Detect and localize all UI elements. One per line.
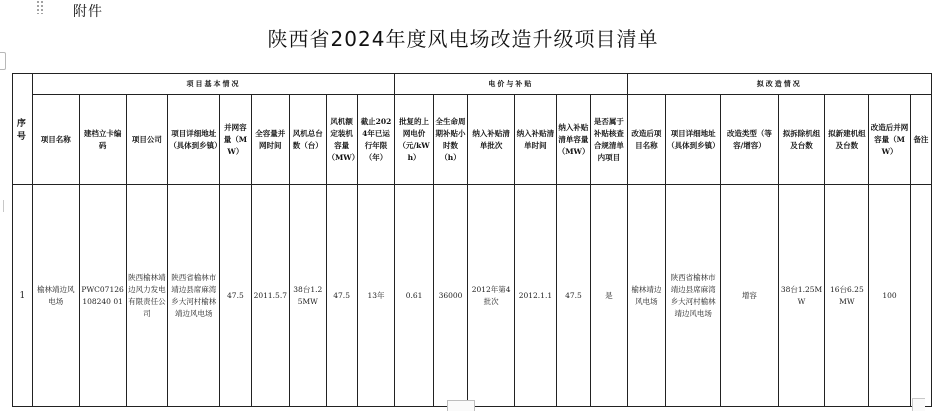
column-header: 项目详细地址（具体到乡镇） <box>168 95 220 185</box>
column-header: 全生命周期补贴小时数（h） <box>433 95 467 185</box>
table-row <box>13 185 932 407</box>
column-header: 是否属于补贴核查合规清单内项目 <box>591 95 627 185</box>
resize-corner <box>912 398 925 411</box>
column-header: 纳入补贴清单容量（MW） <box>556 95 590 185</box>
table-cell: 47.5 <box>220 185 251 407</box>
document-title: 陕西省2024年度风电场改造升级项目清单 <box>267 27 659 51</box>
column-header: 改造后项目名称 <box>627 95 666 185</box>
table-cell: 36000 <box>433 185 467 407</box>
table-cell: 增容 <box>721 185 778 407</box>
table-cell: 38台1.25MW <box>290 185 326 407</box>
seq-header: 序号 <box>13 74 33 185</box>
table-cell: 13年 <box>357 185 395 407</box>
column-header: 备注 <box>910 95 931 185</box>
table-cell: 16台6.25MW <box>825 185 869 407</box>
table-cell: 2012年第4批次 <box>468 185 515 407</box>
row-seq: 1 <box>13 185 33 407</box>
column-header: 项目名称 <box>32 95 79 185</box>
attachment-label: 附件 <box>73 4 103 20</box>
group-header-basic: 项目基本情况 <box>32 74 395 95</box>
table-cell: PWC07126108240 01 <box>79 185 126 407</box>
table-cell: 0.61 <box>395 185 434 407</box>
group-header-plan: 拟改造情况 <box>627 74 931 95</box>
table-cell: 榆林靖边风电场 <box>32 185 79 407</box>
drag-handle-icon[interactable] <box>36 0 44 14</box>
column-header: 并网容量（MW） <box>220 95 251 185</box>
table-cell: 2012.1.1 <box>515 185 557 407</box>
column-header: 拟拆除机组及台数 <box>778 95 825 185</box>
column-header: 风机额定装机容量（MW） <box>326 95 357 185</box>
table-cell: 47.5 <box>556 185 590 407</box>
page-edge-line <box>0 200 4 212</box>
column-header: 纳入补贴清单批次 <box>468 95 515 185</box>
table-cell: 陕西榆林靖边风力发电有限责任公司 <box>126 185 168 407</box>
table-cell <box>910 185 931 407</box>
column-header: 项目详细地址（具体到乡镇） <box>666 95 721 185</box>
column-header: 项目公司 <box>126 95 168 185</box>
column-header: 改造后并网容量（MW） <box>869 95 911 185</box>
table-cell: 2011.5.7 <box>251 185 290 407</box>
table-cell: 100 <box>869 185 911 407</box>
table-cell: 榆林靖边风电场 <box>627 185 666 407</box>
column-header: 全容量并网时间 <box>251 95 290 185</box>
column-header: 建档立卡编码 <box>79 95 126 185</box>
table-cell: 47.5 <box>326 185 357 407</box>
page-tab-marker <box>447 400 475 411</box>
table-cell: 陕西省榆林市靖边县席麻湾乡大河村榆林靖边风电场 <box>666 185 721 407</box>
column-header: 批复的上网电价（元/kWh） <box>395 95 434 185</box>
table-cell: 是 <box>591 185 627 407</box>
table-cell: 38台1.25MW <box>778 185 825 407</box>
column-header: 风机总台数（台） <box>290 95 326 185</box>
table-cell: 陕西省榆林市靖边县席麻湾乡大河村榆林靖边风电场 <box>168 185 220 407</box>
column-header: 改造类型（等容/增容） <box>721 95 778 185</box>
column-header: 拟新建机组及台数 <box>825 95 869 185</box>
side-tab-marker <box>0 52 6 70</box>
column-header: 截止2024年已运行年限（年） <box>357 95 395 185</box>
column-header: 纳入补贴清单时间 <box>515 95 557 185</box>
project-list-table <box>12 73 932 407</box>
group-header-price: 电价与补贴 <box>395 74 627 95</box>
